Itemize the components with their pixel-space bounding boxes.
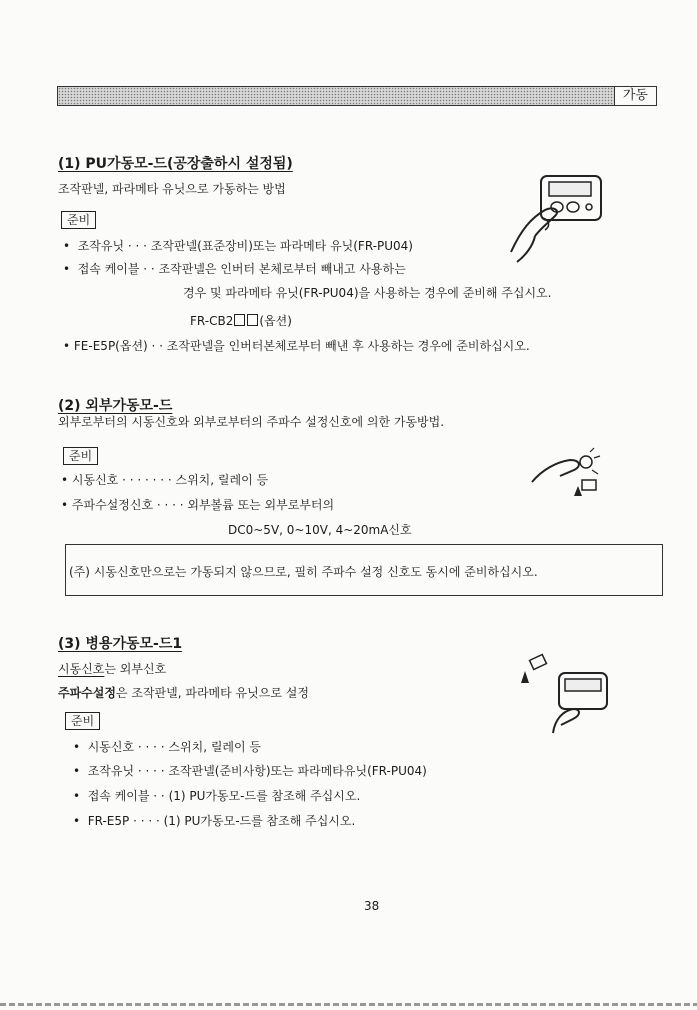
start-signal-label: 시동신호 [58,662,105,676]
section3-bullet-3: • 접속 케이블 · · (1) PU가동모-드를 참조해 주십시오. [73,789,361,803]
freq-setting-label: 주파수설정 [58,686,116,700]
section3-bullet-2: • 조작유닛 · · · · 조작판넬(준비사항)또는 파라메타유닛(FR-PU04) [73,764,427,778]
section2-prep-label: 준비 [63,447,98,465]
section2-bullet-1: • 시동신호 · · · · · · · 스위치, 릴레이 등 [61,473,269,487]
section2-bullet-2: • 주파수설정신호 · · · · 외부볼륨 또는 외부로부터의 [61,498,335,512]
section1-title: (1) PU가동모-드(공장출하시 설정됨) [58,156,293,172]
section1-continuation: 경우 및 파라메타 유닛(FR-PU04)을 사용하는 경우에 준비해 주십시오. [183,286,552,300]
section2-desc: 외부로부터의 시동신호와 외부로부터의 주파수 설정신호에 의한 가동방법. [58,415,445,429]
section1-item-1: 조작유닛 · · · 조작판넬(표준장비)또는 파라메타 유닛(FR-PU04) [77,239,413,253]
section2-item-1: 시동신호 · · · · · · · 스위치, 릴레이 등 [71,473,269,487]
section3-bullet-4: • FR-E5P · · · · (1) PU가동모-드를 참조해 주십시오. [73,814,356,828]
hand-holding-panel-icon [515,655,610,735]
section3-line-2 [58,684,309,701]
header-bar [57,86,657,106]
header-label: 가동 [614,86,656,106]
section3-item-4: FR-E5P · · · · (1) PU가동모-드를 참조해 주십시오. [87,814,356,828]
page-number: 38 [364,899,380,913]
cable-prefix: FR-CB2 [190,314,234,328]
hand-pressing-panel-icon [505,170,605,265]
section3-title: (3) 병용가동모-드1 [58,636,183,652]
blank-box-icon [247,314,258,326]
section3-item-3: 접속 케이블 · · (1) PU가동모-드를 참조해 주십시오. [87,789,361,803]
section2-title: (2) 외부가동모-드 [58,398,173,414]
section3-line-1 [58,660,166,677]
cable-suffix: (옵션) [259,314,292,328]
section1-item-3: FE-E5P(옵션) · · 조작판넬을 인버터본체로부터 빼낸 후 사용하는 경우에 준비하십시오. [73,339,530,353]
freq-setting-text: 은 조작판넬, 파라메타 유닛으로 설정 [115,686,309,700]
section2-continuation: DC0~5V, 0~10V, 4~20mA신호 [228,523,412,537]
section3-item-1: 시동신호 · · · · 스위치, 릴레이 등 [87,740,262,754]
section1-desc: 조작판넬, 파라메타 유닛으로 가동하는 방법 [58,182,286,196]
section1-bullet-2: • 접속 케이블 · · 조작판넬은 인버터 본체로부터 빼내고 사용하는 [63,262,406,276]
scan-edge-line [0,1003,697,1006]
hand-switch-icon [530,448,605,500]
section1-bullet-3: • FE-E5P(옵션) · · 조작판넬을 인버터본체로부터 빼낸 후 사용하는 경우에 준비하십시오. [63,339,530,353]
section1-bullet-1: • 조작유닛 · · · 조작판넬(표준장비)또는 파라메타 유닛(FR-PU04) [63,239,413,253]
section1-cable-model [190,312,292,329]
section2-note: (주) 시동신호만으로는 가동되지 않으므로, 필히 주파수 설정 신호도 동시에 준비하십시오. [69,565,538,579]
section1-item-2: 접속 케이블 · · 조작판넬은 인버터 본체로부터 빼내고 사용하는 [77,262,406,276]
start-signal-text: 는 외부신호 [104,662,167,676]
section3-item-2: 조작유닛 · · · · 조작판넬(준비사항)또는 파라메타유닛(FR-PU04) [87,764,427,778]
blank-box-icon [234,314,245,326]
section2-item-2: 주파수설정신호 · · · · 외부볼륨 또는 외부로부터의 [71,498,335,512]
note-box [65,544,663,596]
section1-prep-label: 준비 [61,211,96,229]
section3-prep-label: 준비 [65,712,100,730]
section3-bullet-1: • 시동신호 · · · · 스위치, 릴레이 등 [73,740,262,754]
